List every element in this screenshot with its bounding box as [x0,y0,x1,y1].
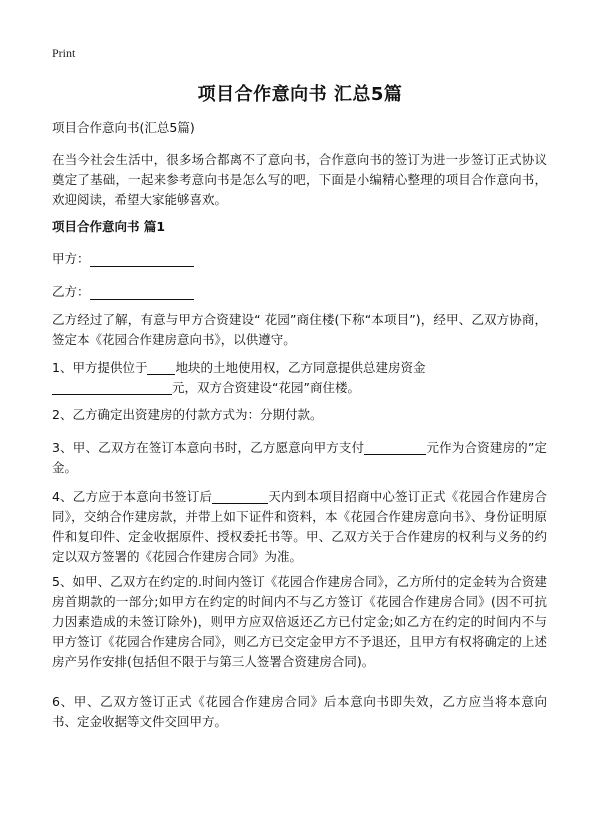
opening-paragraph: 乙方经过了解，有意与甲方合资建设“ 花园”商住楼(下称“本项目”)，经甲、乙双方协商，签定本《花园合作建房意向书》，以供遵守。 [52,312,547,347]
document-subtitle: 项目合作意向书(汇总5篇) [52,120,195,135]
party-a-line [52,249,194,267]
clause-1-text-c: 元，双方合资建设“花园”商住楼。 [172,380,360,395]
party-b-blank [90,285,194,300]
clause-4 [52,487,547,567]
intro-paragraph: 在当今社会生活中，很多场合都离不了意向书，合作意向书的签订为进一步签订正式协议奠定了基础，一起来参考意向书是怎么写的吧，下面是小编精心整理的项目合作意向书，欢迎阅读，希望大家能够喜欢。 [52,152,547,207]
party-a-blank [90,252,194,267]
party-b-line [52,282,194,300]
party-b-label: 乙方： [52,284,90,299]
clause-1-text-a: 1、甲方提供位于 [52,360,148,375]
clause-3-text-a: 3、甲、乙双方在签订本意向书时，乙方愿意向甲方支付 [52,440,365,455]
clause-1 [52,358,547,398]
clause-1-blank-amount [52,380,172,395]
document-title: 项目合作意向书 汇总5篇 [197,84,403,105]
section-heading: 项目合作意向书 篇1 [52,219,166,234]
clause-3-text-b: 元作为合资建房的”定金。 [52,440,547,475]
clause-4-text-b: 天内到本项目招商中心签订正式《花园合作建房合同》，交纳合作建房款，并带上如下证件和资料，本《花园合作建房意向书》、身份证明原件和复印件、定金收据原件、授权委托书等。甲、乙双方关于合作建房的权利与义务的约定以双方签署的《花园合作建房合同》为准。 [52,489,547,564]
clause-3 [52,438,547,478]
clause-5: 5、如甲、乙双方在约定的.时间内签订《花园合作建房合同》，乙方所付的定金转为合资建房首期款的一部分;如甲方在约定的时间内不与乙方签订《花园合作建房合同》(因不可抗力因素造成的未签订除外)，则甲方应双倍返还乙方已付定金;如乙方在约定的时间内不与甲方签订《花园合作建房合同》，则乙方已交定金甲方不予退还，且甲方有权将确定的上述房产另作安排(包括但不限于与第三人签署合资建房合同)。 [52,574,547,669]
clause-3-blank-deposit [364,440,426,455]
clause-6: 6、甲、乙双方签订正式《花园合作建房合同》后本意向书即失效，乙方应当将本意向书、定金收据等文件交回甲方。 [52,694,547,729]
print-label: Print [52,46,76,60]
clause-1-text-b: 地块的土地使用权，乙方同意提供总建房资金 [175,360,426,375]
clause-1-blank-location [147,360,175,375]
party-a-label: 甲方： [52,251,90,266]
clause-4-blank-days [212,489,268,504]
clause-2: 2、乙方确定出资建房的付款方式为：分期付款。 [52,407,323,422]
clause-4-text-a: 4、乙方应于本意向书签订后 [52,489,213,504]
